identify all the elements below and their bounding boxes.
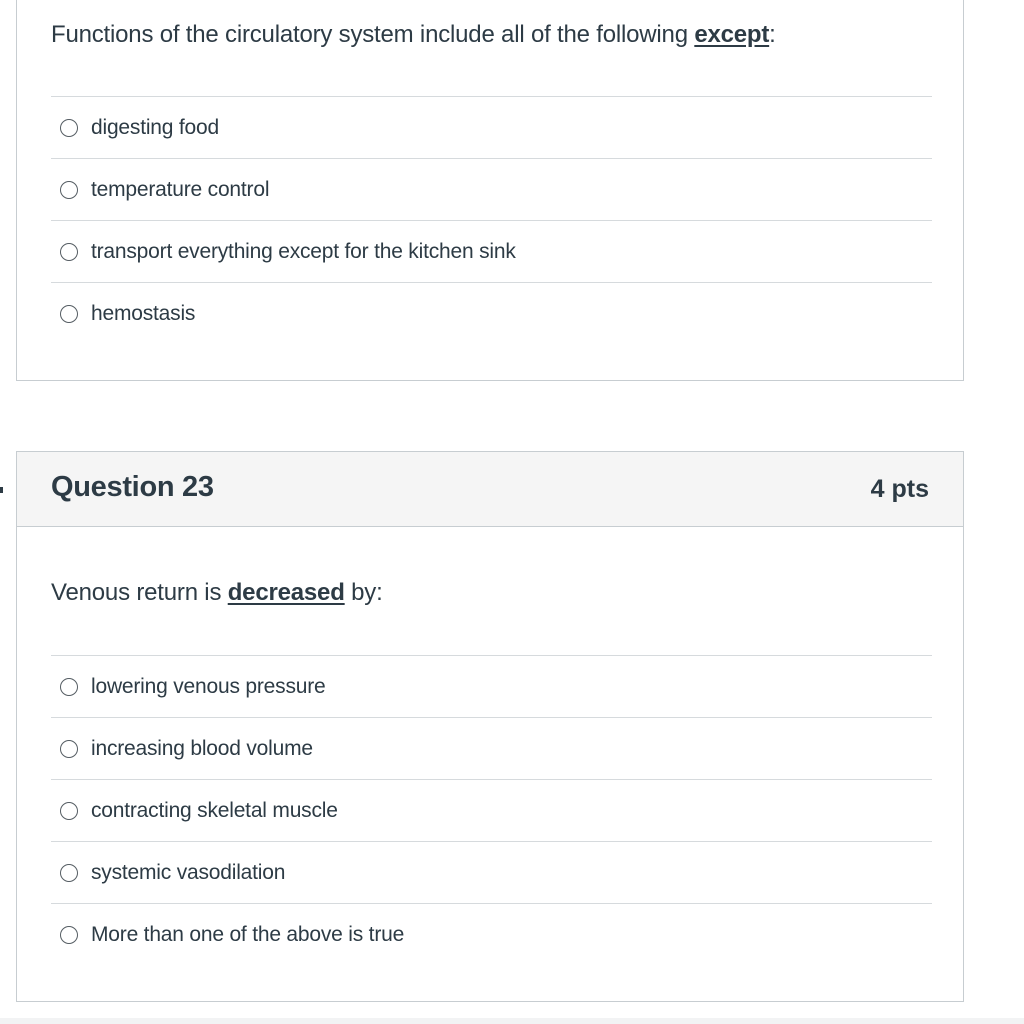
question-header — [17, 452, 963, 527]
radio-button[interactable] — [60, 119, 78, 137]
answer-option[interactable] — [51, 718, 932, 780]
radio-button[interactable] — [60, 305, 78, 323]
question-emphasis: except — [694, 21, 770, 48]
radio-button[interactable] — [60, 243, 78, 261]
radio-button[interactable] — [60, 926, 78, 944]
question-emphasis: decreased — [227, 579, 345, 606]
question-text-part: Functions of the circulatory system include all of the following — [51, 21, 695, 48]
radio-button[interactable] — [60, 678, 78, 696]
answer-label[interactable]: More than one of the above is true — [91, 923, 405, 946]
radio-button[interactable] — [60, 181, 78, 199]
answer-label[interactable]: transport everything except for the kitchen sink — [91, 239, 516, 263]
question-points: 4 pts — [870, 475, 929, 503]
answer-label[interactable]: contracting skeletal muscle — [91, 798, 338, 822]
question-title: Question 23 — [51, 471, 214, 503]
answer-option[interactable] — [51, 780, 932, 842]
question-23-card — [16, 451, 964, 1002]
answer-option[interactable] — [51, 656, 932, 718]
answer-option[interactable] — [51, 904, 932, 966]
answer-option[interactable] — [51, 159, 932, 221]
answer-list — [51, 96, 932, 345]
page-footer-strip — [0, 1018, 1024, 1024]
answer-option[interactable] — [51, 221, 932, 283]
answer-label[interactable]: hemostasis — [91, 302, 196, 325]
radio-button[interactable] — [60, 740, 78, 758]
question-text-part: : — [769, 21, 776, 48]
answer-option[interactable] — [51, 842, 932, 904]
question-23-text — [51, 579, 383, 607]
question-text-part: by: — [344, 579, 383, 606]
question-22-text — [51, 21, 776, 49]
answer-list — [51, 655, 932, 966]
answer-option[interactable] — [51, 97, 932, 159]
answer-option[interactable] — [51, 283, 932, 345]
answer-label[interactable]: increasing blood volume — [91, 736, 313, 760]
answer-label[interactable]: temperature control — [91, 177, 270, 201]
radio-button[interactable] — [60, 864, 78, 882]
radio-button[interactable] — [60, 802, 78, 820]
question-22-card — [16, 0, 964, 381]
question-text-part: Venous return is — [51, 579, 228, 606]
answer-label[interactable]: systemic vasodilation — [91, 860, 286, 884]
answer-label[interactable]: digesting food — [91, 115, 219, 139]
answer-label[interactable]: lowering venous pressure — [91, 674, 326, 698]
page-edge-marker — [0, 487, 3, 493]
